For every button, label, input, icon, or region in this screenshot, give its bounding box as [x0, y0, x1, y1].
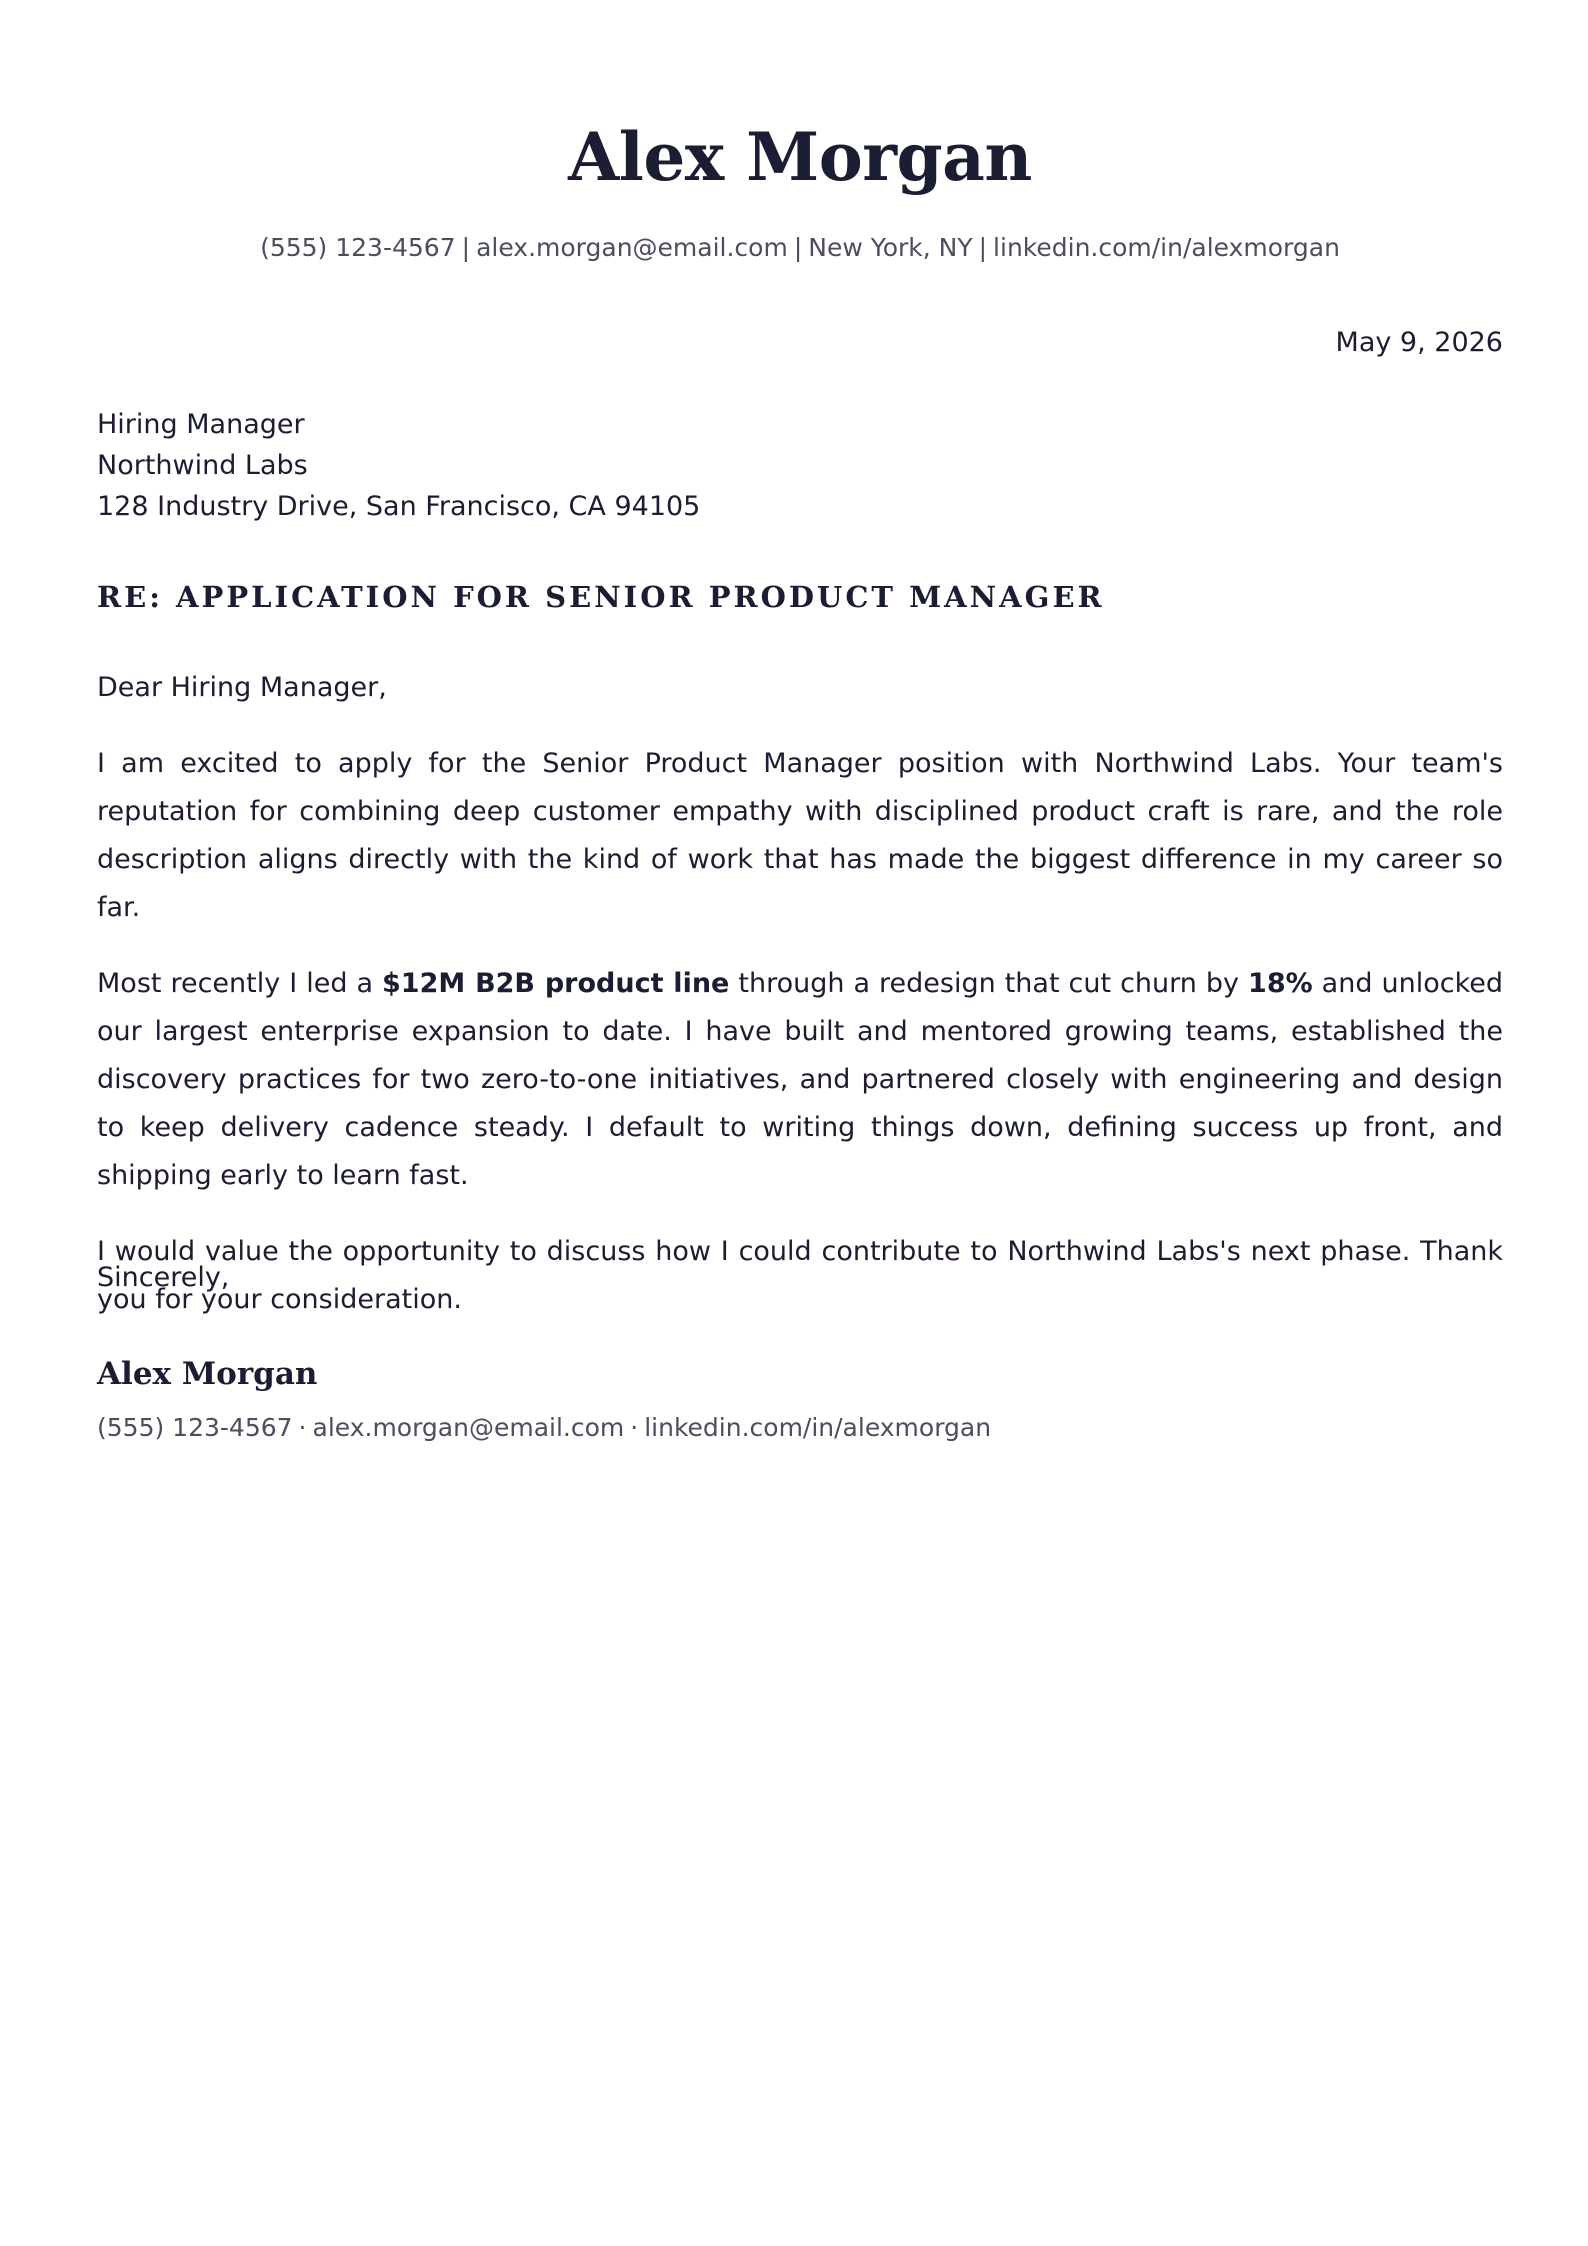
paragraph-2-part-1: Most recently I led a — [97, 968, 383, 999]
signature-contact-line — [97, 1410, 991, 1446]
signature-separator: · — [298, 1413, 307, 1442]
signature-phone: (555) 123-4567 — [97, 1413, 293, 1442]
paragraph-2-highlight-1: $12M B2B product line — [382, 968, 730, 999]
contact-separator: | — [793, 233, 803, 262]
contact-separator: | — [978, 233, 988, 262]
salutation: Dear Hiring Manager, — [97, 672, 387, 703]
header-email: alex.morgan@email.com — [476, 233, 788, 262]
recipient-title: Hiring Manager — [97, 409, 305, 440]
letter-body — [97, 664, 1503, 1352]
signature-name: Alex Morgan — [97, 1356, 318, 1392]
signature-linkedin: linkedin.com/in/alexmorgan — [644, 1413, 992, 1442]
closing: Sincerely, — [97, 1262, 230, 1293]
header-contact-line — [97, 230, 1503, 266]
header-location: New York, NY — [808, 233, 973, 262]
signature-separator: · — [630, 1413, 639, 1442]
letter-date: May 9, 2026 — [1335, 327, 1503, 358]
paragraph-1: I am excited to apply for the Senior Product Manager position with Northwind Labs. Your team's reputation for combining deep customer empathy with disciplined product craft is rare, and the role description aligns directly with the kind of work that has made the biggest difference in my career so far. — [97, 748, 1503, 923]
subject-line: RE: APPLICATION FOR SENIOR PRODUCT MANAGER — [97, 580, 1105, 614]
header-name: Alex Morgan — [568, 118, 1032, 196]
signature-email: alex.morgan@email.com — [312, 1413, 625, 1442]
contact-separator: | — [461, 233, 471, 262]
paragraph-2-part-3: and unlocked our largest enterprise expansion to date. I have built and mentored growing teams, established the discovery practices for two zero-to-one initiatives, and partnered closely with engineering and design to keep delivery cadence steady. I default to writing things down, defining success up front, and shipping early to learn fast. — [97, 968, 1503, 1191]
paragraph-2-highlight-2: 18% — [1248, 968, 1313, 999]
paragraph-2-part-2: through a redesign that cut churn by — [729, 968, 1249, 999]
paragraph-3: I would value the opportunity to discuss how I could contribute to Northwind Labs's next phase. Thank you for your consideration. — [97, 1236, 1503, 1315]
header-linkedin: linkedin.com/in/alexmorgan — [993, 233, 1340, 262]
recipient-block — [97, 404, 700, 527]
recipient-address: 128 Industry Drive, San Francisco, CA 94105 — [97, 491, 701, 522]
paragraph-2 — [97, 960, 1503, 1200]
header-phone: (555) 123-4567 — [260, 233, 456, 262]
recipient-company: Northwind Labs — [97, 450, 308, 481]
